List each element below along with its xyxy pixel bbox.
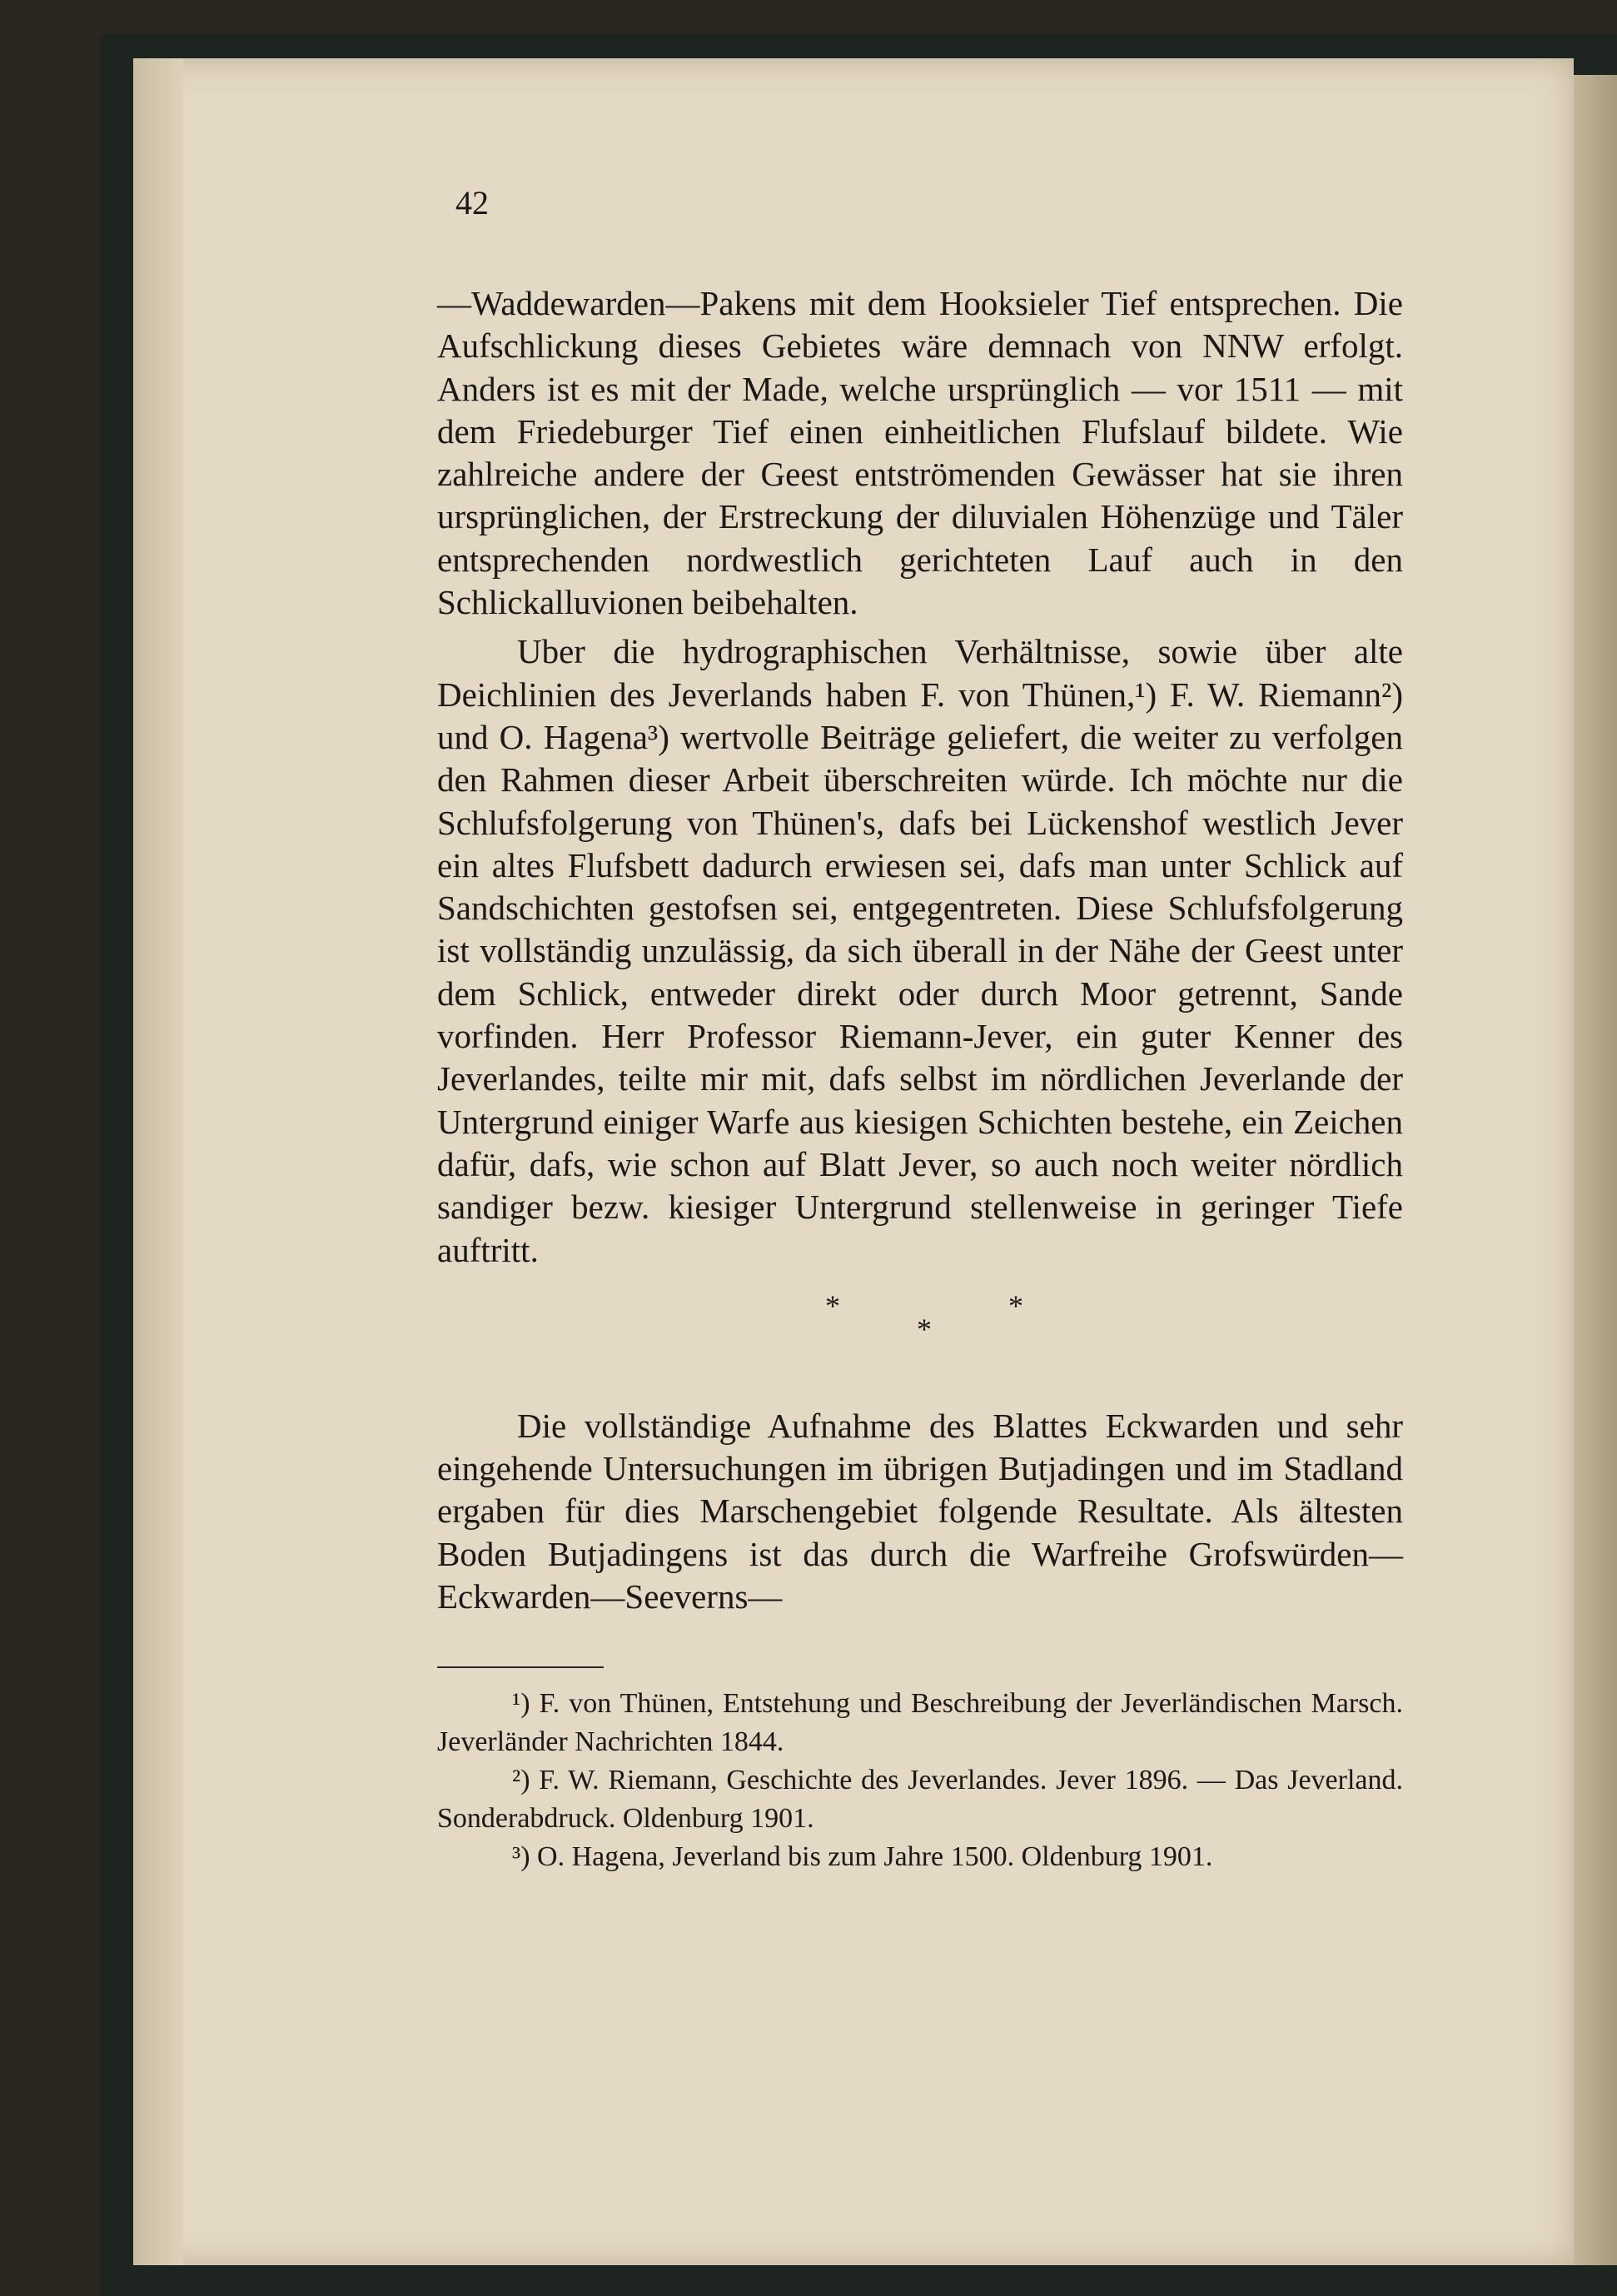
- footnote-1: ¹) F. von Thünen, Entstehung und Beschreibung der Jeverländischen Marsch. Jeverländer Nachrichten 1844.: [437, 1688, 1403, 1758]
- page-gutter: [133, 58, 183, 2265]
- section-separator: [437, 1288, 1403, 1355]
- footnote-rule: [437, 1666, 604, 1668]
- page-edge-right: [1574, 75, 1617, 2265]
- page-content: [437, 183, 1403, 1876]
- paragraph-3: Die vollständige Aufnahme des Blattes Eckwarden und sehr eingehende Untersuchungen im übrigen Butjadingen und im Stadland ergaben für dies Marschengebiet folgende Resultate. Als ältesten Boden Butjadingens ist das durch die Warfreihe Grofswürden—Eckwarden—Seeverns—: [437, 1406, 1403, 1616]
- paragraph-1: —Waddewarden—Pakens mit dem Hooksieler Tief entsprechen. Die Aufschlickung dieses Gebietes wäre demnach von NNW erfolgt. Anders ist es mit der Made, welche ursprünglich — vor 1511 — mit dem Friedeburger Tief einen einheitlichen Flufslauf bildete. Wie zahlreiche andere der Geest entströmenden Gewässer hat sie ihren ursprünglichen, der Erstreckung der diluvialen Höhenzüge und Täler entsprechenden nordwestlich gerichteten Lauf auch in den Schlickalluvionen beibehalten.: [437, 284, 1403, 622]
- page-number: 42: [455, 184, 489, 222]
- footnote-3: ³) O. Hagena, Jeverland bis zum Jahre 1500. Oldenburg 1901.: [512, 1841, 1213, 1873]
- footnote-2: ²) F. W. Riemann, Geschichte des Jeverlandes. Jever 1896. — Das Jeverland. Sonderabdruck. Oldenburg 1901.: [437, 1765, 1403, 1835]
- paragraph-2: Uber die hydrographischen Verhältnisse, sowie über alte Deichlinien des Jeverlands haben F. von Thünen,¹) F. W. Riemann²) und O. Hagena³) wertvolle Beiträge geliefert, die weiter zu verfolgen den Rahmen dieser Arbeit überschreiten würde. Ich möchte nur die Schlufsfolgerung von Thünen's, dafs bei Lückenshof westlich Jever ein altes Flufsbett dadurch erwiesen sei, dafs man unter Schlick auf Sandschichten gestofsen sei, entgegentreten. Diese Schlufsfolgerung ist vollständig unzulässig, da sich überall in der Nähe der Geest unter dem Schlick, entweder direkt oder durch Moor getrennt, Sande vorfinden. Herr Professor Riemann-Jever, ein guter Kenner des Jeverlandes, teilte mir mit, dafs selbst im nördlichen Jeverlande der Untergrund einiger Warfe aus kiesigen Schichten bestehe, ein Zeichen dafür, dafs, wie schon auf Blatt Jever, so auch noch weiter nördlich sandiger bezw. kiesiger Untergrund stellenweise in geringer Tiefe auftritt.: [437, 632, 1403, 1269]
- separator-star-1: *: [825, 1288, 840, 1322]
- separator-star-2: *: [917, 1312, 932, 1346]
- separator-star-3: *: [1008, 1288, 1023, 1322]
